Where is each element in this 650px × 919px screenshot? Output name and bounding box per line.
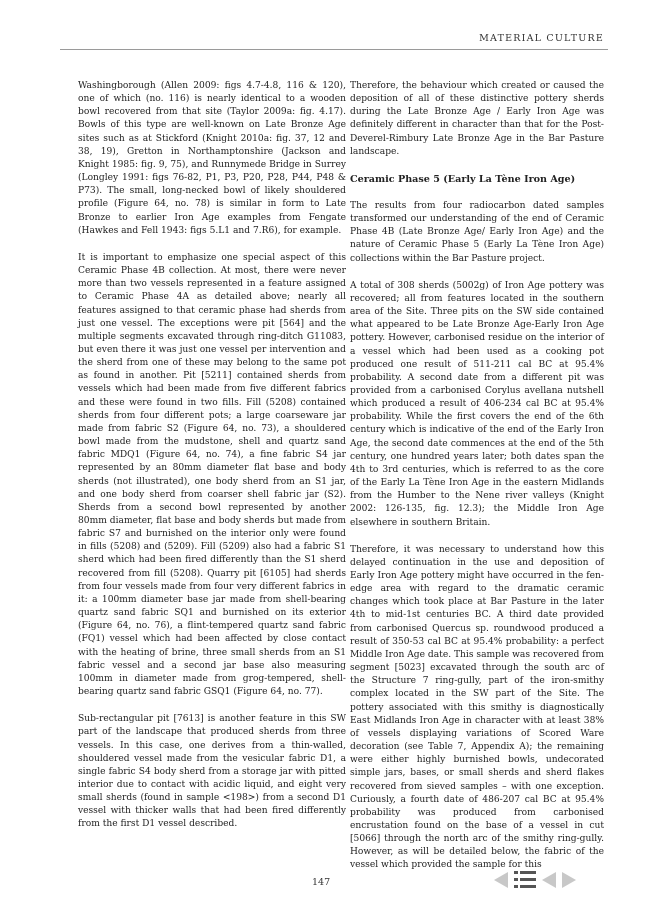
- running-header: MATERIAL CULTURE: [479, 33, 604, 44]
- left-paragraph-1: Washingborough (Allen 2009: figs 4.7-4.8, 116 & 120), one of which (no. 116) is nearly identical to a wooden bowl recovered from that site (Taylor 2009a: fig. 4.17). Bowls of this type are well-known on Late Bronze Age sites such as at Stickford (Knight 2010a: fig. 37, 12 and 38, 19), Gretton in Northamptonshire (Jackson and Knight 1985: fig. 9, 75), and Runnymede Bridge in Surrey (Longley 1991: figs 76-82, P1, P3, P20, P28, P44, P48 & P73). The small, long-necked bowl of likely shouldered profile (Figure 64, no. 78) is similar in form to Late Bronze to earlier Iron Age examples from Fengate (Hawkes and Fell 1943: figs 5.L1 and 7.R6), for example.: [78, 81, 346, 236]
- right-paragraph-1: Therefore, the behaviour which created or caused the deposition of all of these distinctive pottery sherds during the Late Bronze Age / Early Iron Age was definitely different in character than that for the Post-Deverel-Rimbury Late Bronze Age in the Bar Pasture landscape.: [350, 81, 604, 157]
- contents-list-icon[interactable]: [514, 871, 536, 889]
- left-paragraph-2: It is important to emphasize one special aspect of this Ceramic Phase 4B collection. At most, there were never more than two vessels represented in a feature assigned to Ceramic Phase 4A as detailed above; nearly all features assigned to that ceramic phase had sherds from just one vessel. The exceptions were pit [564] and the multiple segments excavated through ring-ditch G11083, but even there it was just one vessel per intervention and the sherd from one of these may belong to the same pot as found in another. Pit [5211] contained sherds from vessels which had been made from five different fabrics and these were found in two fills. Fill (5208) contained sherds from four different pots; a large coarseware jar made from fabric S2 (Figure 64, no. 73), a shouldered bowl made from the mudstone, shell and quartz sand fabric MDQ1 (Figure 64, no. 74), a fine fabric S4 jar represented by an 80mm diameter flat base and body sherds (not illustrated), one body sherd from an S1 jar, and one body sherd from coarser shell fabric jar (S2). Sherds from a second bowl represented by another 80mm diameter, flat base and body sherds but made from fabric S7 and burnished on the interior only were found in fills (5208) and (5209). Fill (5209) also had a fabric S1 sherd which had been fired differently than the S1 sherd recovered from fill (5208). Quarry pit [6105] had sherds from four vessels made from four very different fabrics in it: a 100mm diameter base jar made from shell-bearing quartz sand fabric SQ1 and burnished on its exterior (Figure 64, no. 76), a flint-tempered quartz sand fabric (FQ1) vessel which had been affected by close contact with the heating of brine, three small sherds from an S1 fabric vessel and a second jar base also measuring 100mm in diameter made from grog-tempered, shell-bearing quartz sand fabric GSQ1 (Figure 64, no. 77).: [78, 252, 346, 698]
- next-page-icon[interactable]: [562, 872, 576, 888]
- left-paragraph-3: Sub-rectangular pit [7613] is another feature in this SW part of the landscape that produced sherds from three vessels. In this case, one derives from a thin-walled, shouldered vessel made from the vesicular fabric D1, a single fabric S4 body sherd from a storage jar with pitted interior due to contact with acidic liquid, and eight very small sherds (found in sample <198>) from a second D1 vessel with thicker walls that had been fired differently from the first D1 vessel described.: [78, 714, 346, 830]
- right-paragraph-2: The results from four radiocarbon dated samples transformed our understanding of the end of Ceramic Phase 4B (Late Bronze Age/ Early Iron Age) and the nature of Ceramic Phase 5 (Early La Tène Iron Age) collections within the Bar Pasture project.: [350, 200, 604, 264]
- page-number: 147: [312, 877, 331, 888]
- previous-page-icon[interactable]: [494, 872, 508, 888]
- section-heading: Ceramic Phase 5 (Early La Tène Iron Age): [350, 173, 576, 185]
- right-paragraph-3: A total of 308 sherds (5002g) of Iron Age pottery was recovered; all from features located in the southern area of the Site. Three pits on the SW side contained what appeared to be Late Bronze Age-Early Iron Age pottery. However, carbonised residue on the interior of a vessel which had been used as a cooking pot produced one result of 511-211 cal BC at 95.4% probability. A second date from a different pit was provided from a carbonised Corylus avellana nutshell which produced a result of 406-234 cal BC at 95.4% probability. While the first covers the end of the 6th century which is indicative of the end of the Early Iron Age, the second date commences at the end of the 5th century, one hundred years later; both dates span the 4th to 3rd centuries, which is referred to as the core of the Early La Tène Iron Age in the eastern Midlands from the Humber to the Nene river valleys (Knight 2002: 126-135, fig. 12.3); the Middle Iron Age elsewhere in southern Britain.: [350, 280, 604, 528]
- page-navigation: [494, 871, 576, 889]
- left-column: [78, 80, 346, 846]
- previous-icon[interactable]: [542, 872, 556, 888]
- header-rule: [60, 49, 608, 50]
- right-paragraph-4: Therefore, it was necessary to understand how this delayed continuation in the use and deposition of Early Iron Age pottery might have occurred in the fen-edge area with regard to the dramatic ceramic changes which took place at Bar Pasture in the later 4th to mid-1st centuries BC. A third date provided from carbonised Quercus sp. roundwood produced a result of 350-53 cal BC at 95.4% probability: a perfect Middle Iron Age date. This sample was recovered from segment [5023] excavated through the south arc of the Structure 7 ring-gully, part of the iron-smithy complex located in the SW part of the Site. The pottery associated with this smithy is diagnostically East Midlands Iron Age in character with at least 38% of vessels displaying variations of Scored Ware decoration (see Table 7, Appendix A); the remaining were either highly burnished bowls, undecorated simple jars, bases, or small sherds and sherd flakes recovered from sieved samples – with one exception. Curiously, a fourth date of 486-207 cal BC at 95.4% probability was produced from carbonised encrustation found on the base of a vessel in cut [5066] through the north arc of the smithy ring-gully. However, as will be detailed below, the fabric of the vessel which provided the sample for this: [350, 544, 604, 871]
- right-column: [350, 80, 604, 887]
